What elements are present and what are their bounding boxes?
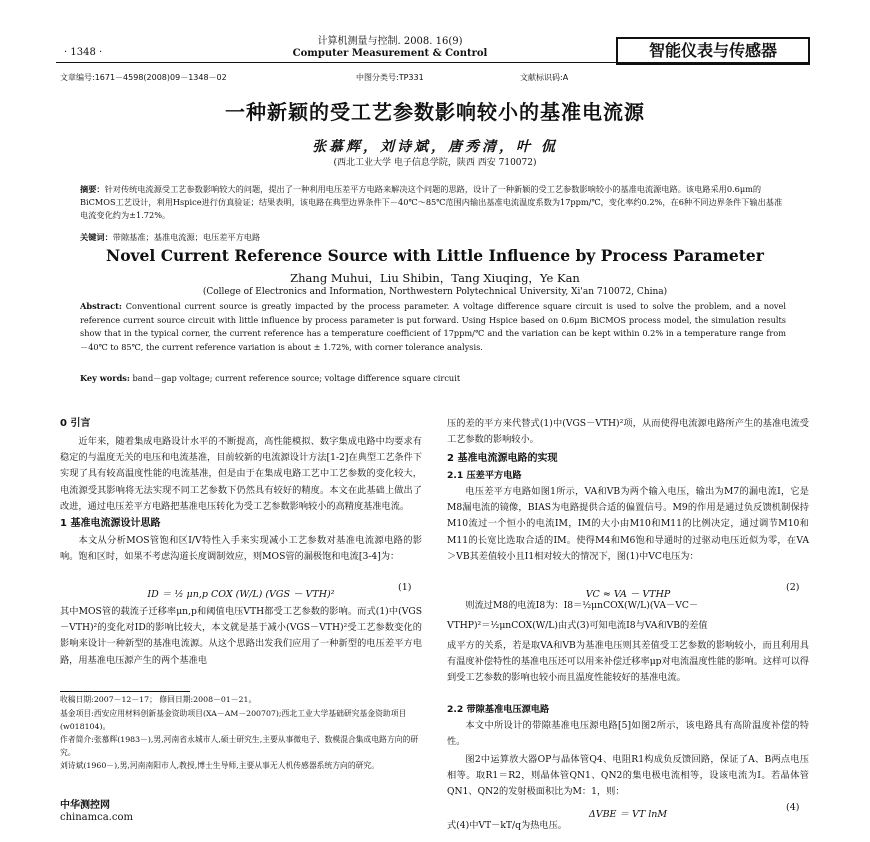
section-0-title: 0 引言 [60,418,91,429]
keywords-cn-text: 带隙基准；基准电流源；电压差平方电路 [112,232,261,242]
section-1-title: 1 基准电流源设计思路 [60,518,161,529]
header-rule [56,62,808,63]
class-number: 中图分类号:TP331 [356,73,424,82]
keywords-cn-label: 关键词： [80,232,113,242]
subsection-2-1-body-3: 成平方的关系，若是取VA和VB为基准电压则其差值受工艺参数的影响较小，而且利用具有温度补偿特性的基准电压还可以用来补偿迁移率μp对电流温度性能的影响。这样可以得到受工艺参数的影响也较小而且温度性能较好的基准电流。 [447,640,809,684]
equation-2-text: VC ≈ VA － VTHP [585,589,671,600]
subsection-2-2-title: 2.2 带隙基准电压源电路 [447,704,550,715]
keywords-cn [80,232,786,243]
equation-2-number: (2) [786,582,800,593]
document-code: 文献标识码:A [520,73,569,82]
footnote-author-1: 作者简介:张慕辉(1983－),男,河南省永城市人,硕士研究生,主要从事微电子、数模混合集成电路方向的研究。 [60,735,419,757]
equation-1 [60,582,422,601]
section-1-body-2: 其中MOS管的载流子迁移率μn,p和阈值电压VTH都受工艺参数的影响。而式(1)中(VGS－VTH)²的变化对ID的影响比较大，本文就是基于减小(VGS－VTH)²受工艺参数变化的影响来设计一种新型的基准电流源。从这个思路出发我们应用了一种新型的电压差平方电路，用基准电压源产生的两个基准电 [60,606,422,666]
affiliation-en: (College of Electronics and Information, Northwestern Polytechnical University, Xi'an 710072, China) [202,287,668,297]
section-1-body: 本文从分析MOS管饱和区I/V特性入手来实现减小工艺参数对基准电流源电路的影响。饱和区时，如果不考虑沟道长度调制效应，则MOS管的漏极饱和电流[3-4]为： [60,535,422,563]
keywords-en [80,373,786,384]
site-name: 中华测控网 [60,800,110,811]
article-number: 文章编号:1671－4598(2008)09－1348－02 [60,73,227,82]
abstract-cn-text: 针对传统电流源受工艺参数影响较大的问题，提出了一种利用电压差平方电路来解决这个问题的思路，设计了一种新颖的受工艺参数影响较小的基准电流源电路。该电路采用0.6μm的BiCMOS工艺设计，利用Hspice进行仿真验证；结果表明，该电路在典型边界条件下－40℃～85℃范围内输出基准电流温度系数为17ppm/℃，变化率约0.2%，在6种不同边界条件下输出基准电流变化约为±1.72%。 [80,184,783,220]
section-0-body: 近年来，随着集成电路设计水平的不断提高，高性能模拟、数字集成电路中均要求有稳定的与温度无关的电压和电流基准，目前较新的电流源设计方法[1-2]在典型工艺条件下实现了具有较高温度性能的电流基准，但是由于在集成电路工艺中工艺参数的变化较大，电流源受其影响将无法实现不同工艺参数下仍然具有较好的精度。本文在此基础上做出了改进，通过电压差平方电路把基准电压转化为受工艺参数影响较小的高精度基准电流。 [60,436,422,512]
site-watermark [60,800,133,824]
section-2-title: 2 基准电流源电路的实现 [447,453,558,464]
subsection-2-1-body-2b: VTHP)²＝½μnCOX(W/L)由式(3)可知电流I8与VA和VB的差值 [447,620,708,631]
journal-header [250,36,530,60]
paper-title-cn: 一种新颖的受工艺参数影响较小的基准电流源 [225,100,645,124]
footnote-fund: 基金项目:西安应用材料创新基金资助项目(XA－AM－200707);西北工业大学基础研究基金资助项目(w018104)。 [60,709,407,731]
site-url: chinamca.com [60,812,133,823]
abstract-cn-label: 摘要： [80,184,105,194]
subsection-2-2-body: 本文中所设计的带隙基准电压源电路[5]如图2所示，该电路具有高阶温度补偿的特性。 [447,720,809,748]
section-badge: 智能仪表与传感器 [616,37,810,65]
subsection-2-1-title: 2.1 压差平方电路 [447,470,522,481]
subsection-2-2-body-2: 图2中运算放大器OP与晶体管Q4、电阻R1构成负反馈回路，保证了A、B两点电压相等。取R1＝R2，则晶体管QN1、QN2的集电极电流相等，设该电流为I。若晶体管QN1、QN2的发射极面积比为M：1，则： [447,754,809,798]
equation-1-number: (1) [398,582,412,593]
footnote-author-2: 刘诗斌(1960－),男,河南南阳市人,教授,博士生导师,主要从事无人机传感器系统方向的研究。 [60,761,380,770]
authors-en: Zhang Muhui，Liu Shibin，Tang Xiuqing，Ye Kan [290,271,580,285]
abstract-cn [80,183,786,222]
journal-name-cn: 计算机测量与控制. 2008. 16(9) [317,36,463,47]
subsection-2-2-body-3: 式(4)中VT－kT/q为热电压。 [447,820,567,831]
abstract-en [80,300,786,354]
subsection-2-1-body: 电压差平方电路如图1所示，VA和VB为两个输入电压，输出为M7的漏电流I，它是M8漏电流的镜像，BIAS为电路提供合适的偏置信号。M9的作用是通过负反馈机制保持M10流过一个恒小的电流IM，IM的大小由M10和M11的比例决定，通过调节M10和M11的长宽比选取合适的IM。使得M4和M6饱和导通时的过驱动电压近似为零，在VA＞VB其差值较小且I1相对较大的情况下，图(1)中VC电压为： [447,486,809,562]
section-1-continued: 压的差的平方来代替式(1)中(VGS－VTH)²项，从而使得电流源电路所产生的基准电流受工艺参数的影响较小。 [447,418,809,446]
equation-4-text: ΔVBE ＝ VT lnM [588,809,668,820]
journal-name-en: Computer Measurement & Control [292,48,488,59]
footnote-received: 收稿日期:2007－12－17； 修回日期:2008－01－21。 [60,695,257,704]
abstract-en-label: Abstract: [80,301,122,311]
affiliation-cn: (西北工业大学 电子信息学院，陕西 西安 710072) [333,158,537,168]
equation-1-text: ID ＝ ½ μn,p COX (W/L) (VGS － VTH)² [147,589,335,600]
subsection-2-1-body-2a: 则流过M8的电流I8为：I8＝½μnCOX(W/L)(VA－VC－ [465,600,699,611]
paper-title-en: Novel Current Reference Source with Little Influence by Process Parameter [106,246,764,265]
keywords-en-label: Key words: [80,373,130,383]
page-number: · 1348 · [64,47,103,58]
equation-4-number: (4) [786,802,800,813]
keywords-en-text: band－gap voltage; current reference source; voltage difference square circuit [132,373,461,383]
footnote-rule [60,691,190,692]
abstract-en-text: Conventional current source is greatly impacted by the process parameter. A voltage difference square circuit is used to solve the problem, and a novel reference current source circuit with little influence by process parameter is put forward. Using Hspice based on 0.6μm BiCMOS process model, the simulation results show that in the typical corner, the current reference has a temperature coefficient of 17ppm/℃ and the variation can be kept within 0.2% in a temperature range from －40℃ to 85℃, the current reference variation is about ± 1.72%, with corner tolerance analysis. [80,301,786,352]
authors-cn: 张慕辉，刘诗斌，唐秀清，叶 侃 [312,139,558,155]
